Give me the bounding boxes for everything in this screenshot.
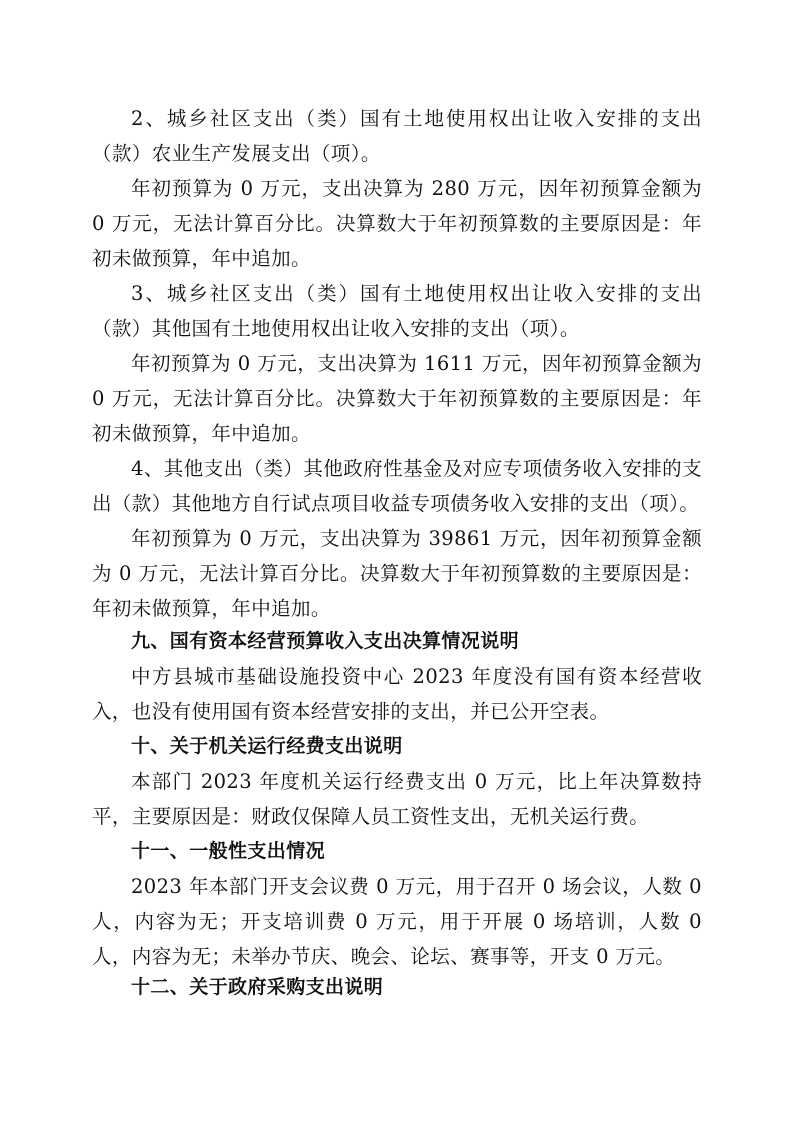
paragraph-item-2-title [92,101,702,171]
paragraph-text: 4、其他支出（类）其他政府性基金及对应专项债务收入安排的支出（款）其他地方自行试点项目收益专项债务收入安排的支出（项）。 [92,457,702,515]
heading-text: 十、关于机关运行经费支出说明 [131,735,403,757]
paragraph-text: 本部门 2023 年度机关运行经费支出 0 万元，比上年决算数持平，主要原因是：财政仅保障人员工资性支出，无机关运行费。 [92,770,702,828]
paragraph-text: 中方县城市基础设施投资中心 2023 年度没有国有资本经营收入，也没有使用国有资本经营安排的支出，并已公开空表。 [92,665,702,723]
section-heading-10 [92,729,702,764]
section-heading-12 [92,970,702,1005]
paragraph-text: 年初预算为 0 万元，支出决算为 280 万元，因年初预算金额为 0 万元，无法计算百分比。决算数大于年初预算数的主要原因是：年初未做预算，年中追加。 [92,177,702,270]
paragraph-section-9 [92,659,702,729]
paragraph-item-3-detail [92,346,702,451]
paragraph-item-2-detail [92,171,702,276]
paragraph-section-10 [92,764,702,834]
paragraph-text: 3、城乡社区支出（类）国有土地使用权出让收入安排的支出（款）其他国有土地使用权出让收入安排的支出（项）。 [92,282,702,340]
paragraph-text: 年初预算为 0 万元，支出决算为 1611 万元，因年初预算金额为 0 万元，无法计算百分比。决算数大于年初预算数的主要原因是：年初未做预算，年中追加。 [92,352,702,445]
paragraph-item-4-detail [92,521,702,626]
section-heading-9 [92,624,702,659]
heading-text: 十一、一般性支出情况 [131,840,326,862]
section-heading-11 [92,834,702,869]
paragraph-item-4-title [92,451,702,521]
heading-text: 九、国有资本经营预算收入支出决算情况说明 [131,630,520,652]
paragraph-text: 年初预算为 0 万元，支出决算为 39861 万元，因年初预算金额为 0 万元，无法计算百分比。决算数大于年初预算数的主要原因是：年初未做预算，年中追加。 [92,527,702,620]
heading-text: 十二、关于政府采购支出说明 [131,976,384,998]
paragraph-section-11 [92,869,702,974]
paragraph-text: 2、城乡社区支出（类）国有土地使用权出让收入安排的支出（款）农业生产发展支出（项）。 [92,107,702,165]
paragraph-text: 2023 年本部门开支会议费 0 万元，用于召开 0 场会议，人数 0 人，内容为无；开支培训费 0 万元，用于开展 0 场培训，人数 0 人，内容为无；未举办节庆、晚会、论坛、赛事等，开支 0 万元。 [92,875,702,968]
paragraph-item-3-title [92,276,702,346]
